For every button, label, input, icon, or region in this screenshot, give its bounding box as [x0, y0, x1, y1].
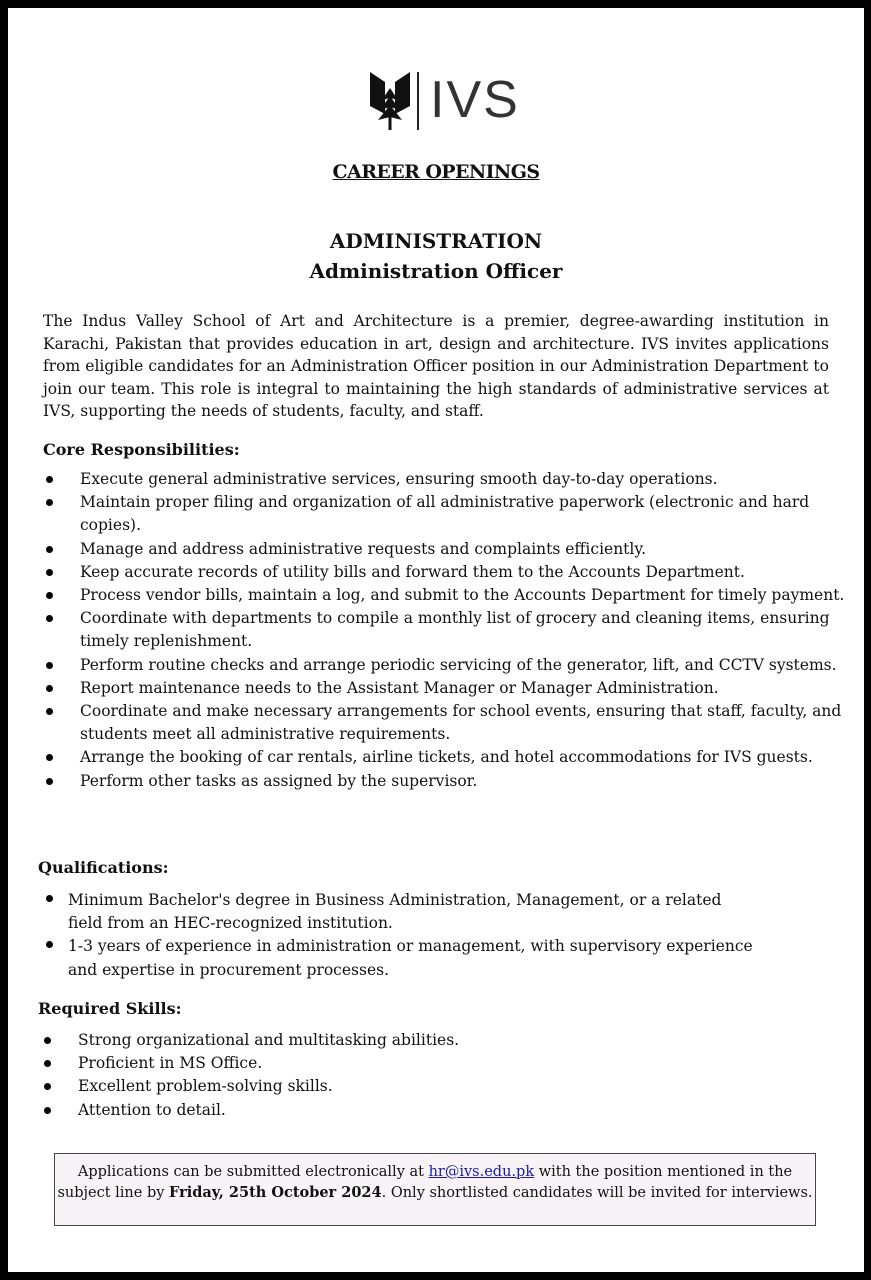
email-link[interactable]: hr@ivs.edu.pk	[428, 1164, 535, 1180]
ivs-emblem-icon	[368, 68, 412, 134]
list-item: Manage and address administrative requests and complaints efficiently.	[80, 538, 850, 561]
list-item: Keep accurate records of utility bills and forward them to the Accounts Department.	[80, 561, 850, 584]
list-item: Strong organizational and multitasking abilities.	[78, 1029, 778, 1052]
bullet-icon	[46, 546, 53, 553]
bullet-icon	[44, 1107, 51, 1114]
bullet-icon	[46, 708, 53, 715]
list-item: Coordinate with departments to compile a monthly list of grocery and cleaning items, ensuring timely replenishment.	[80, 607, 850, 653]
list-item: Report maintenance needs to the Assistant Manager or Manager Administration.	[80, 677, 850, 700]
bullet-icon	[46, 569, 53, 576]
intro-paragraph: The Indus Valley School of Art and Architecture is a premier, degree-awarding institution in Karachi, Pakistan that provides education in art, design and architecture. IVS invites applications from eligible candidates for an Administration Officer position in our Administration Department to join our team. This role is integral to maintaining the high standards of administrative services at IVS, supporting the needs of students, faculty, and staff.	[43, 312, 829, 421]
list-item: Minimum Bachelor's degree in Business Administration, Management, or a related field from an HEC-recognized institution.	[68, 889, 758, 935]
list-item: Process vendor bills, maintain a log, and submit to the Accounts Department for timely payment.	[80, 584, 850, 607]
logo-text: IVS	[430, 71, 520, 129]
bullet-icon	[46, 476, 53, 483]
bullet-icon	[44, 1060, 51, 1067]
bullet-icon	[46, 941, 53, 948]
logo-divider	[417, 72, 419, 130]
list-item: 1-3 years of experience in administration or management, with supervisory experience and expertise in procurement processes.	[68, 935, 758, 981]
department-title: ADMINISTRATION	[329, 229, 543, 253]
ivs-logo	[368, 68, 528, 134]
qualifications-list	[68, 889, 758, 982]
bullet-icon	[46, 685, 53, 692]
list-item: Attention to detail.	[78, 1099, 778, 1122]
application-notice: Applications can be submitted electronically at hr@ivs.edu.pk with the position mentioned in the subject line by Friday, 25th October 2024. Only shortlisted candidates will be invited for interviews.	[54, 1153, 816, 1226]
bullet-icon	[46, 662, 53, 669]
responsibilities-list	[80, 468, 850, 793]
list-item: Arrange the booking of car rentals, airline tickets, and hotel accommodations for IVS guests.	[80, 746, 850, 769]
responsibilities-heading: Core Responsibilities:	[43, 440, 240, 459]
job-posting-page	[8, 8, 864, 1272]
bullet-icon	[46, 615, 53, 622]
list-item: Excellent problem-solving skills.	[78, 1075, 778, 1098]
list-item: Proficient in MS Office.	[78, 1052, 778, 1075]
bullet-icon	[44, 1037, 51, 1044]
deadline: Friday, 25th October 2024	[169, 1183, 382, 1201]
list-item: Coordinate and make necessary arrangements for school events, ensuring that staff, faculty, and students meet all administrative requirements.	[80, 700, 850, 746]
list-item: Maintain proper filing and organization of all administrative paperwork (electronic and hard copies).	[80, 491, 850, 537]
bullet-icon	[46, 778, 53, 785]
bullet-icon	[46, 499, 53, 506]
bullet-icon	[46, 754, 53, 761]
list-item: Execute general administrative services, ensuring smooth day-to-day operations.	[80, 468, 850, 491]
list-item: Perform other tasks as assigned by the supervisor.	[80, 770, 850, 793]
list-item: Perform routine checks and arrange periodic servicing of the generator, lift, and CCTV systems.	[80, 654, 850, 677]
skills-heading: Required Skills:	[38, 999, 182, 1018]
skills-list	[78, 1029, 778, 1122]
bullet-icon	[46, 592, 53, 599]
page-title: CAREER OPENINGS	[332, 161, 540, 183]
position-title: Administration Officer	[309, 259, 563, 283]
bullet-icon	[46, 895, 53, 902]
bullet-icon	[44, 1083, 51, 1090]
qualifications-heading: Qualifications:	[38, 858, 169, 877]
